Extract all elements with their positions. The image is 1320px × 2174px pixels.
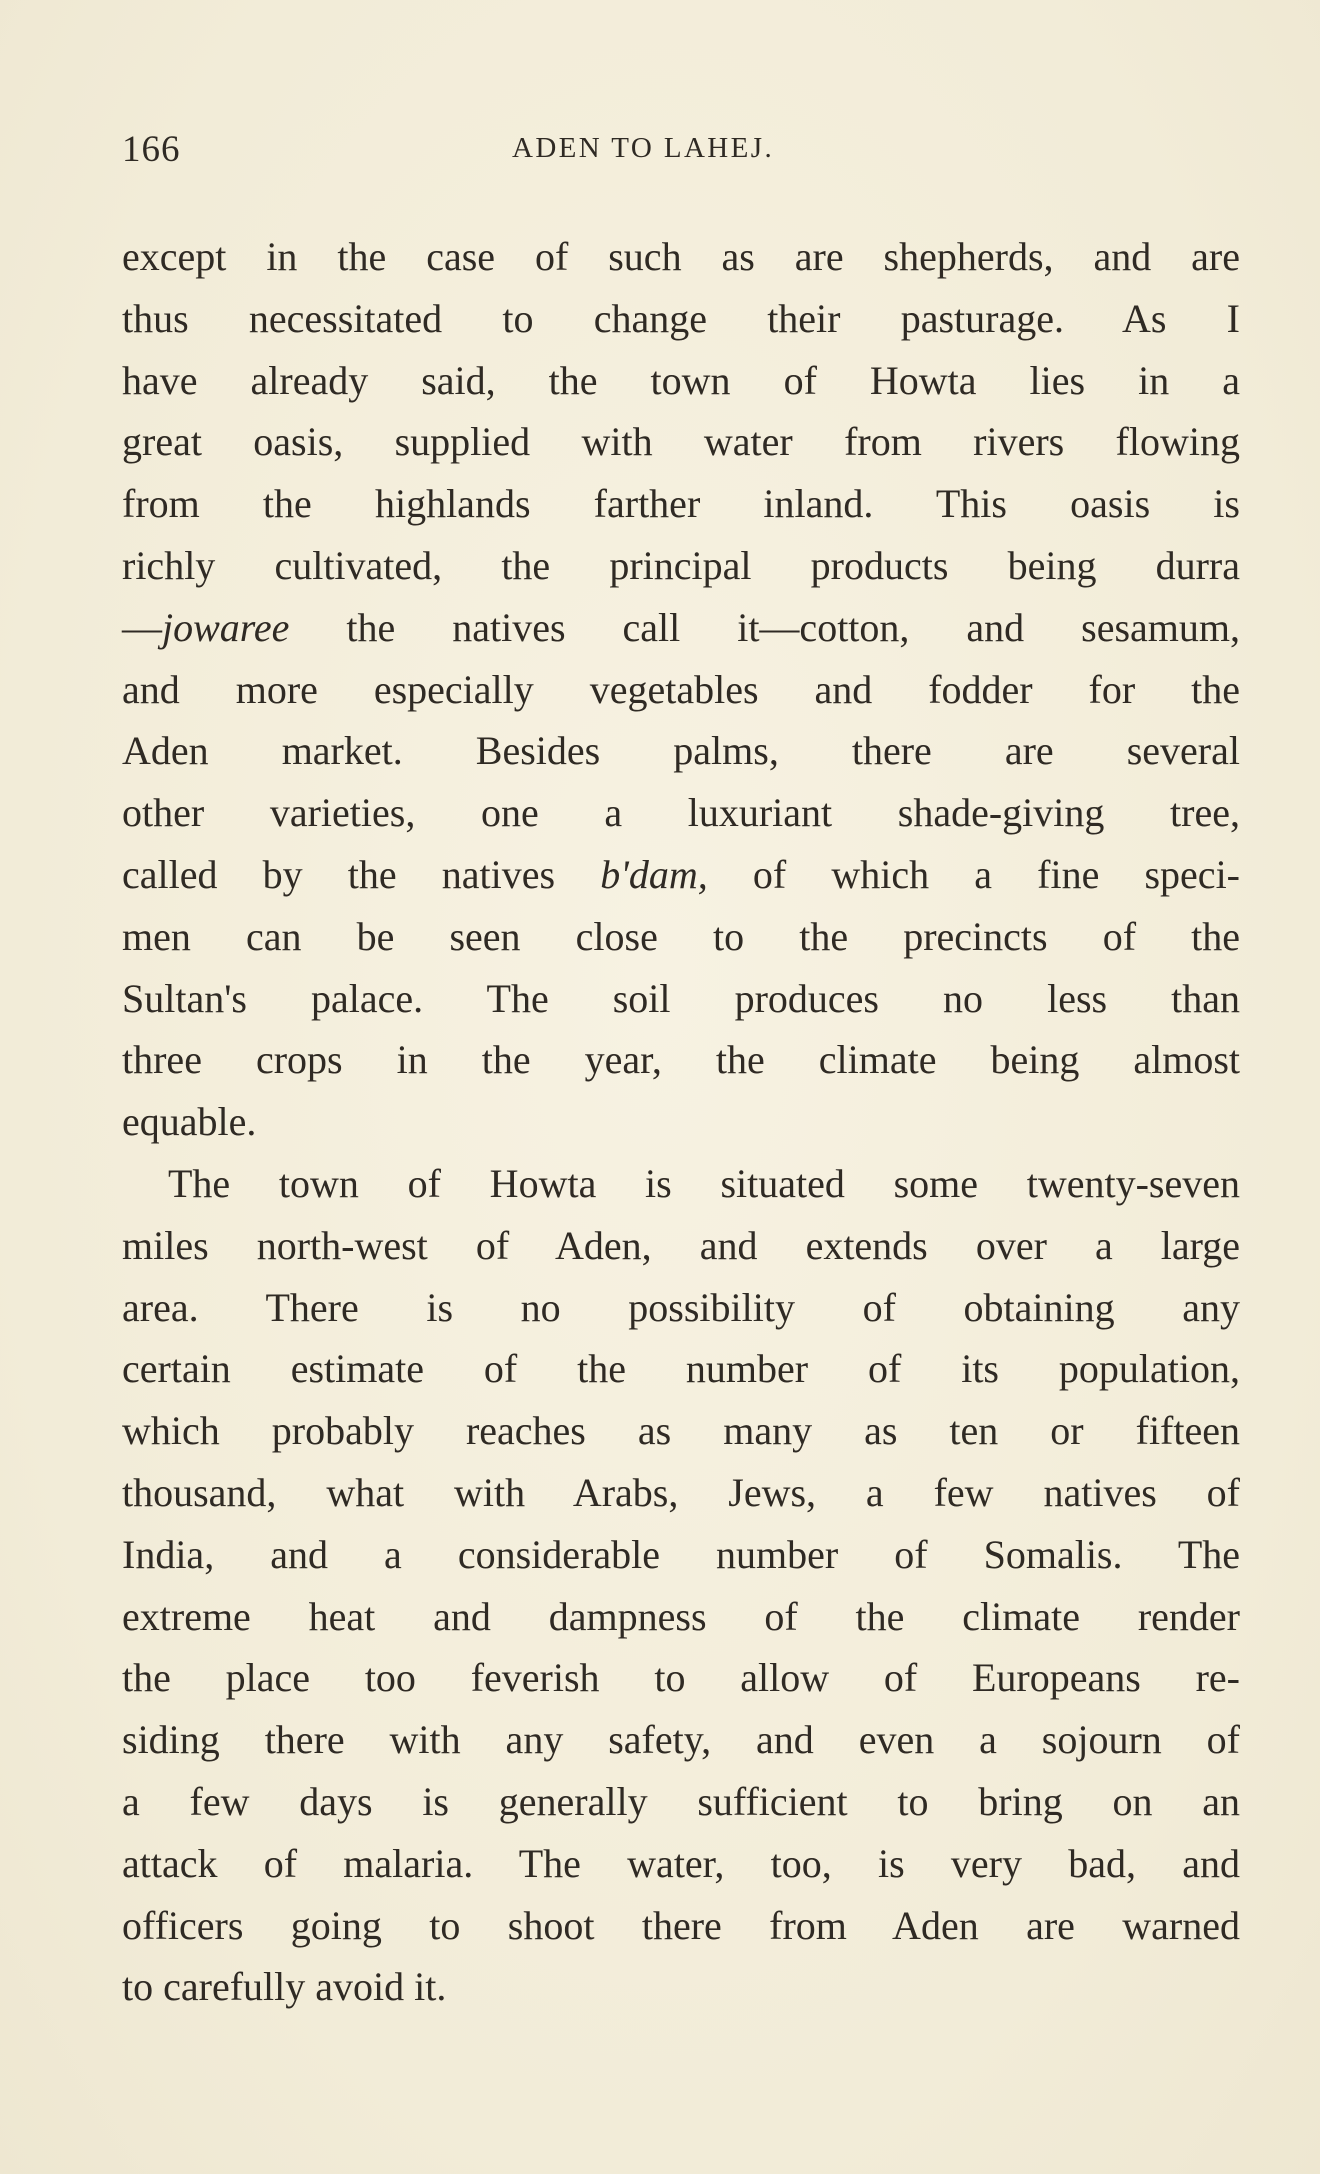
text-line-3: have already said, the town of Howta lies in a <box>122 357 1240 403</box>
text-line-23: extreme heat and dampness of the climate render <box>122 1593 1240 1639</box>
text-line-6: richly cultivated, the principal products being durra <box>122 542 1240 588</box>
running-head: ADEN TO LAHEJ. <box>512 132 775 164</box>
text-line-22: India, and a considerable number of Somalis. The <box>122 1531 1240 1577</box>
text-line-18: area. There is no possibility of obtaining any <box>122 1284 1240 1330</box>
page-number: 166 <box>122 129 181 170</box>
text-line-27: attack of malaria. The water, too, is very bad, and <box>122 1840 1240 1886</box>
text-line-7 <box>122 597 1240 659</box>
text-line-25: siding there with any safety, and even a sojourn of <box>122 1717 1240 1763</box>
text-line-29: to carefully avoid it. <box>122 1964 447 2010</box>
text-line-2: thus necessitated to change their pasturage. As I <box>122 295 1240 341</box>
text-line-21: thousand, what with Arabs, Jews, a few natives of <box>122 1469 1240 1515</box>
text-line-26: a few days is generally sufficient to bring on an <box>122 1778 1240 1824</box>
text-line-13: Sultan's palace. The soil produces no less than <box>122 975 1240 1021</box>
text-line-12: men can be seen close to the precincts of the <box>122 913 1240 959</box>
text-line-15: equable. <box>122 1099 257 1145</box>
text-line-17: miles north-west of Aden, and extends over a large <box>122 1222 1240 1268</box>
text-line-24: the place too feverish to allow of Europeans re- <box>122 1655 1240 1701</box>
text-line-19: certain estimate of the number of its population, <box>122 1346 1240 1392</box>
text-line-8: and more especially vegetables and fodder for the <box>122 666 1240 712</box>
text-line-9: Aden market. Besides palms, there are several <box>122 728 1240 774</box>
text-line-11 <box>122 844 1240 906</box>
line-7-suffix: the natives call it—cotton, and sesamum, <box>289 604 1240 650</box>
text-line-20: which probably reaches as many as ten or fifteen <box>122 1408 1240 1454</box>
text-line-4: great oasis, supplied with water from rivers flowing <box>122 419 1240 465</box>
text-line-1: except in the case of such as are shepherds, and are <box>122 234 1240 279</box>
line-7-prefix: — <box>122 604 162 650</box>
italic-word-bdam: b'dam, <box>600 851 708 897</box>
text-line-28: officers going to shoot there from Aden are warned <box>122 1902 1240 1948</box>
text-line-14: three crops in the year, the climate being almost <box>122 1037 1240 1083</box>
line-11-prefix: called by the natives <box>122 851 601 897</box>
page-header <box>122 128 1242 188</box>
text-line-5: from the highlands farther inland. This oasis is <box>122 481 1240 527</box>
text-line-16: The town of Howta is situated some twenty-seven <box>168 1160 1240 1206</box>
text-line-10: other varieties, one a luxuriant shade-giving tree, <box>122 790 1240 836</box>
italic-word-jowaree: jowaree <box>162 604 290 650</box>
line-11-suffix: of which a fine speci- <box>707 851 1240 897</box>
body-text <box>122 226 1240 2018</box>
